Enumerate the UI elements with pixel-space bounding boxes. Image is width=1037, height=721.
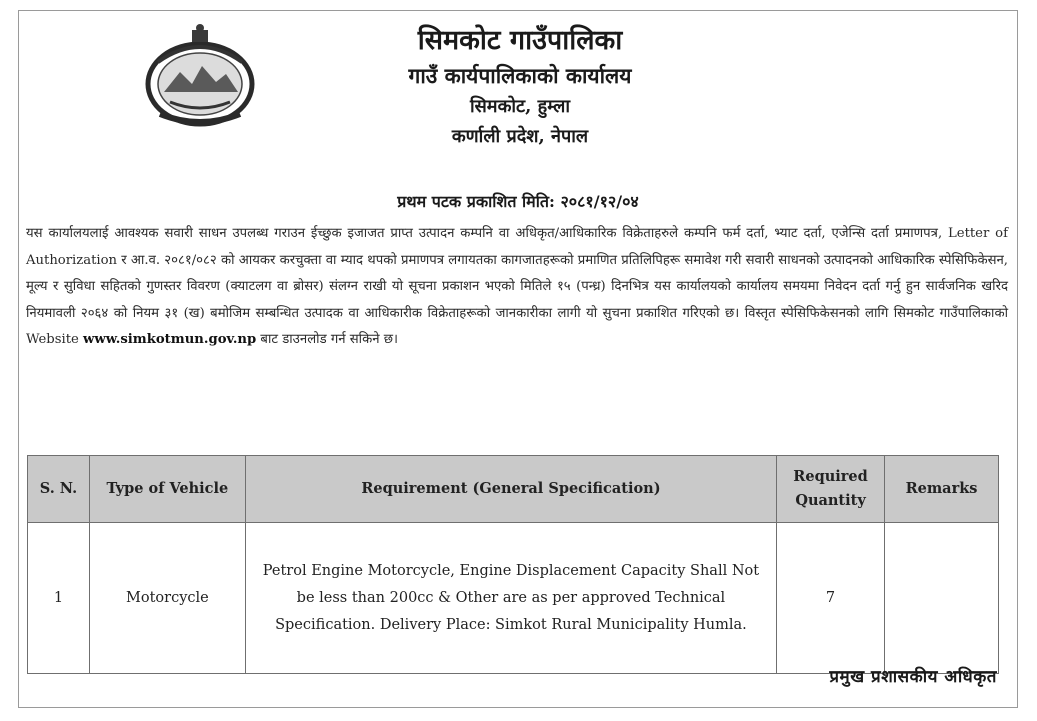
vehicle-spec-table [27,455,999,674]
table-header-row [28,456,999,523]
col-header-vehicle-type: Type of Vehicle [89,456,245,523]
office-name: गाउँ कार्यपालिकाको कार्यालय [408,63,632,88]
office-address: सिमकोट, हुम्ला [469,96,571,117]
notice-body-part1: यस कार्यालयलाई आवश्यक सवारी साधन उपलब्ध गराउन ईच्छुक इजाजत प्राप्त उत्पादन कम्पनि वा अधिकृत/आधिकारिक विक्रेताहरुले कम्पनि फर्म दर्ता, भ्याट दर्ता, एजेन्सि दर्ता प्रमाणपत्र, Letter of Authorization र आ.व. २०८१/०८२ को आयकर करचुक्ता वा म्याद थपको प्रमाणपत्र लगायतका कागजातहरूको प्रमाणित प्रतिलिपिहरू समावेश गरी सवारी साधनको उत्पादनको आधिकारिक स्पेसिफिकेसन, मूल्य र सुविधा सहितको गुणस्तर विवरण (क्याटलग वा ब्रोसर) संलग्न राखी यो सूचना प्रकाशन भएको मितिले १५ (पन्ध्र) दिनभित्र यस कार्यालयको कार्यालय समयमा निवेदन दर्ता गर्नु हुन सार्वजनिक खरिद नियमावली २०६४ को नियम ३१ (ख) बमोजिम सम्बन्धित उत्पादक वा आधिकारीक विक्रेताहरूको जानकारीका लागी यो सुचना प्रकाशित गरिएको छ। विस्तृत स्पेसिफिकेसनको लागि सिमकोट गाउँपालिकाको Website [26,226,1008,347]
website-link[interactable]: www.simkotmun.gov.np [83,332,257,347]
cell-quantity: 7 [777,523,885,674]
municipality-name: सिमकोट गाउँपालिका [417,25,623,56]
nepal-government-emblem-icon [140,22,260,132]
cell-requirement: Petrol Engine Motorcycle, Engine Displacement Capacity Shall Not be less than 200cc & Other are as per approved Technical Specification. Delivery Place: Simkot Rural Municipality Humla. [245,523,776,674]
cell-sn: 1 [28,523,90,674]
office-province: कर्णाली प्रदेश, नेपाल [451,126,589,147]
table-row [28,523,999,674]
publication-date: प्रथम पटक प्रकाशित मिति: २०८१/१२/०४ [397,192,639,211]
office-header [300,22,740,152]
cell-vehicle-type: Motorcycle [89,523,245,674]
col-header-remarks: Remarks [885,456,999,523]
cell-remarks [885,523,999,674]
notice-body [26,221,1008,354]
signatory-title: प्रमुख प्रशासकीय अधिकृत [829,667,997,687]
notice-body-part2: बाट डाउनलोड गर्न सकिने छ। [256,332,398,347]
col-header-sn: S. N. [28,456,90,523]
col-header-requirement: Requirement (General Specification) [245,456,776,523]
col-header-quantity: Required Quantity [777,456,885,523]
